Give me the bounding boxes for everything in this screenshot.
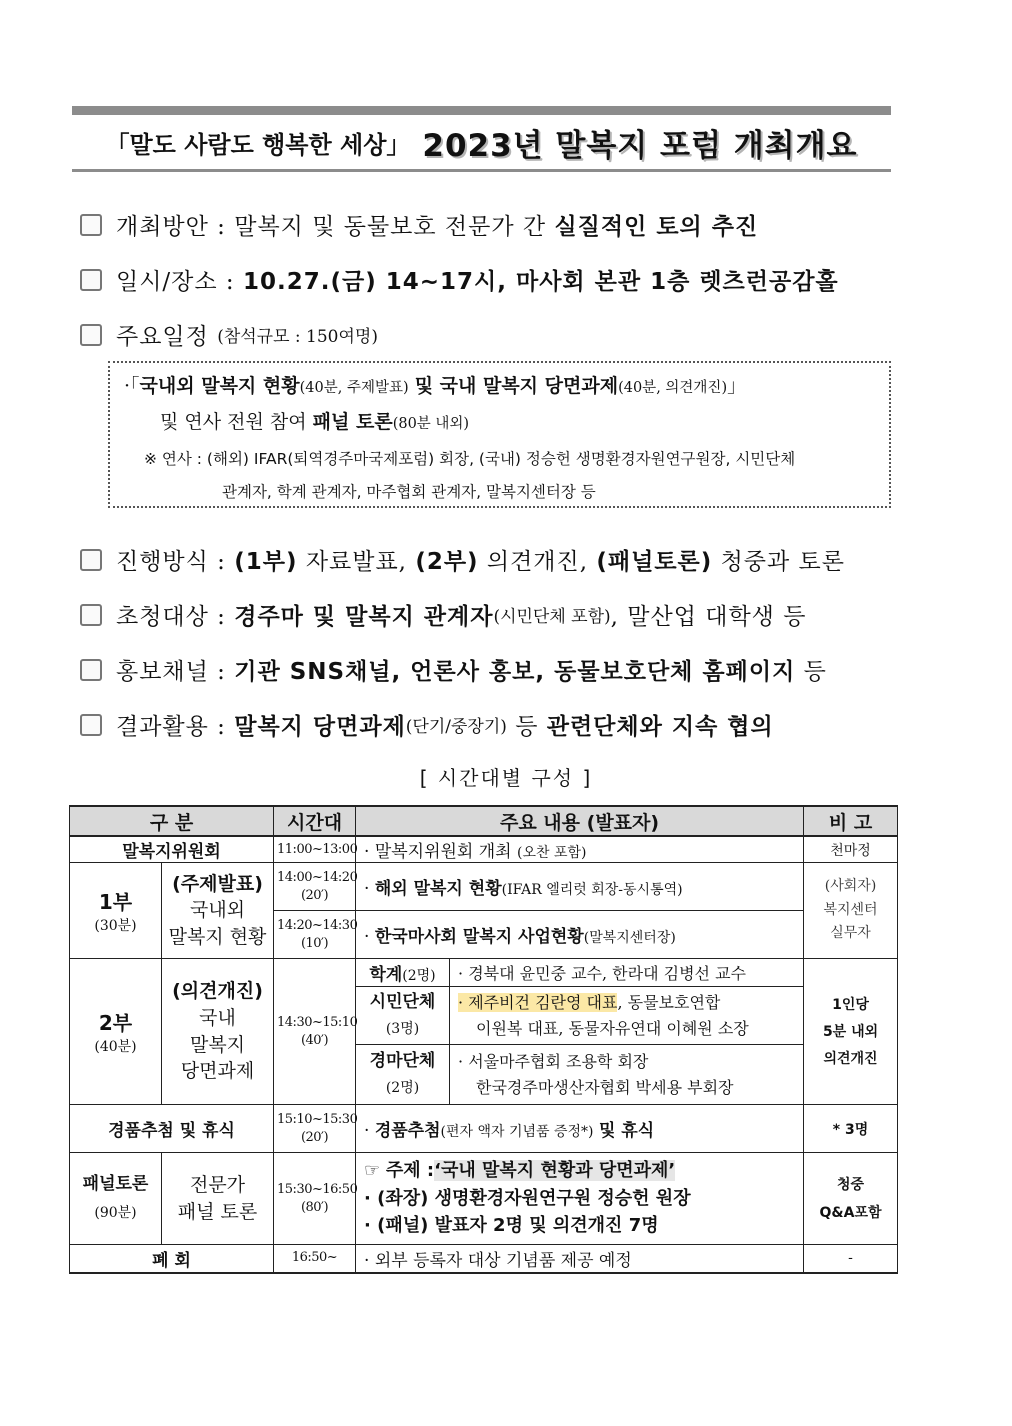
item-note: (참석규모 : 150여명) — [217, 327, 378, 347]
item-label: 주요일정 — [116, 324, 209, 350]
schedule-table — [69, 805, 898, 1274]
item-bold: 실질적인 토의 추진 — [554, 214, 759, 240]
title-main: 2023년 말복지 포럼 개최개요 — [422, 127, 858, 164]
item-method: 진행방식 : (1부) 자료발표, (2부) 의견개진, (패널토론) 청중과 토론 — [80, 543, 845, 576]
item-datetime — [80, 263, 839, 296]
item-promo: 홍보채널 : 기관 SNS채널, 언론사 홍보, 동물보호단체 홈페이지 등 — [80, 653, 827, 686]
table-row: 폐 회 16:50~ · 외부 등록자 대상 기념품 제공 예정 - — [70, 1245, 898, 1273]
header-time: 시간대 — [274, 806, 356, 836]
item-label: 개최방안 : — [116, 214, 226, 240]
header-note: 비 고 — [804, 806, 898, 836]
highlighted-presenter: · 제주비건 김란영 대표 — [458, 992, 618, 1012]
checkbox-icon — [80, 549, 102, 571]
table-row: 시민단체 (3명) · 제주비건 김란영 대표, 동물보호연합 이원복 대표, 동물자유연대 이혜원 소장 — [70, 987, 898, 1045]
header-category: 구 분 — [70, 806, 274, 836]
item-schedule — [80, 318, 378, 351]
table-row: 1부 (30분) (주제발표) 국내외 말복지 현황 14:00~14:20 (20′) · 해외 말복지 현황(IFAR 엘리럿 회장-동시통역) (사회자) 복지센터 실무자 — [70, 863, 898, 911]
header-content: 주요 내용 (발표자) — [356, 806, 804, 836]
item-label: 일시/장소 : — [116, 269, 235, 295]
table-row: 경품추첨 및 휴식 15:10~15:30 (20′) · 경품추첨(편자 액자 기념품 증정*) 및 휴식 * 3명 — [70, 1105, 898, 1153]
pointing-hand-icon: ☞ — [364, 1159, 381, 1181]
table-row: 경마단체 (2명) · 서울마주협회 조용학 회장 한국경주마생산자협회 박세용 부회장 — [70, 1045, 898, 1105]
checkbox-icon — [80, 659, 102, 681]
checkbox-icon — [80, 324, 102, 346]
item-target: 초청대상 : 경주마 및 말복지 관계자 (시민단체 포함) , 말산업 대학생 등 — [80, 598, 806, 631]
table-row: 2부 (40분) (의견개진) 국내 말복지 당면과제 14:30~15:10 (40′) 학계(2명) · 경북대 윤민중 교수, 한라대 김병선 교수 1인당 5분 내외 의견개진 — [70, 959, 898, 987]
program-line-2: 및 연사 전원 참여 패널 토론(80분 내외) — [160, 411, 470, 433]
schedule-subtitle: [ 시간대별 구성 ] — [419, 766, 593, 790]
speakers-line-2: 관계자, 학계 관계자, 마주협회 관계자, 말복지센터장 등 — [222, 483, 596, 501]
item-plan — [80, 208, 758, 241]
checkbox-icon — [80, 714, 102, 736]
checkbox-icon — [80, 269, 102, 291]
checkbox-icon — [80, 604, 102, 626]
item-bold: 10.27.(금) 14~17시, 마사회 본관 1층 렛츠런공감홀 — [243, 269, 839, 295]
item-text: 말복지 및 동물보호 전문가 간 — [234, 214, 547, 240]
document-title — [72, 106, 891, 172]
speakers-line-1: ※ 연사 : (해외) IFAR(퇴역경주마국제포럼) 회장, (국내) 정승헌 생명환경자원연구원장, 시민단체 — [144, 450, 796, 468]
checkbox-icon — [80, 214, 102, 236]
item-result: 결과활용 : 말복지 당면과제 (단기/중장기) 등 관련단체와 지속 협의 — [80, 708, 774, 741]
program-line-1: ·「국내외 말복지 현황(40분, 주제발표) 및 국내 말복지 당면과제(40분, 의견개진)」 — [124, 375, 747, 397]
table-row: 14:20~14:30 (10′) · 한국마사회 말복지 사업현황(말복지센터장) — [70, 911, 898, 959]
table-header — [70, 806, 898, 836]
program-box — [108, 361, 891, 508]
table-row: 말복지위원회 11:00~13:00 · 말복지위원회 개최 (오찬 포함) 천마정 — [70, 836, 898, 863]
title-prefix: 「말도 사람도 행복한 세상」 — [105, 130, 411, 159]
table-row: 패널토론 (90분) 전문가 패널 토론 15:30~16:50 (80′) ☞ 주제 :‘국내 말복지 현황과 당면과제’ · (좌장) 생명환경자원연구원 정승헌 원장 · (패널) 발표자 2명 및 의견개진 7명 청중 Q&A포함 — [70, 1153, 898, 1245]
